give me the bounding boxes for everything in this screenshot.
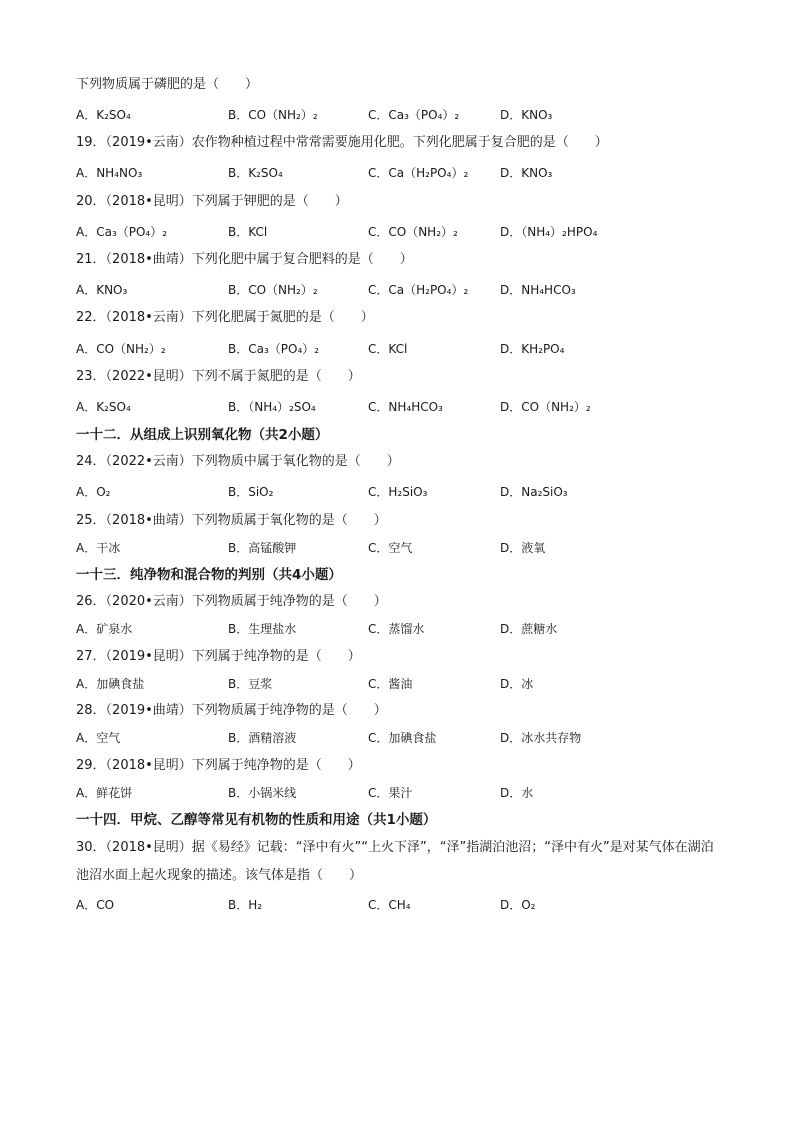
answer-options [76,281,736,299]
answer-option: B．豆浆 [228,677,273,691]
answer-option: C．CO（NH₂）₂ [368,225,458,239]
answer-option: D．CO（NH₂）₂ [500,400,591,414]
question-text: 21．（2018•曲靖）下列化肥中属于复合肥料的是（ ） [76,252,413,267]
answer-options [76,729,736,747]
answer-option: C．蒸馏水 [368,622,425,636]
question-text: 23．（2022•昆明）下列不属于氮肥的是（ ） [76,369,361,384]
answer-option: A．矿泉水 [76,622,133,636]
answer-options [76,675,736,693]
answer-option: C．酱油 [368,677,413,691]
answer-option: C．Ca（H₂PO₄）₂ [368,166,469,180]
answer-option: C．H₂SiO₃ [368,485,428,499]
answer-option: C．果汁 [368,786,413,800]
answer-option: D．KH₂PO₄ [500,342,565,356]
question-text: 26．（2020•云南）下列物质属于纯净物的是（ ） [76,594,387,609]
answer-option: B．（NH₄）₂SO₄ [228,400,316,414]
answer-options [76,106,736,124]
question-text: 22．（2018•云南）下列化肥属于氮肥的是（ ） [76,310,374,325]
answer-option: B．小锅米线 [228,786,297,800]
answer-option: D．（NH₄）₂HPO₄ [500,225,598,239]
answer-option: D．KNO₃ [500,108,553,122]
question-text: 30．（2018•昆明）据《易经》记载：“泽中有火”“上火下泽”，“泽”指湖泊池沼；“泽中有火”是对某气体在湖泊池沼水面上起火现象的描述。该气体是指（ ） [76,840,714,883]
answer-option: C．NH₄HCO₃ [368,400,443,414]
answer-option: C．CH₄ [368,898,411,912]
answer-options [76,164,736,182]
answer-option: C．Ca（H₂PO₄）₂ [368,283,469,297]
answer-option: D．O₂ [500,898,536,912]
answer-option: A．CO（NH₂）₂ [76,342,166,356]
question-text: 19．（2019•云南）农作物种植过程中常常需要施用化肥。下列化肥属于复合肥的是（ ） [76,135,608,150]
answer-option: B．Ca₃（PO₄）₂ [228,342,320,356]
answer-options [76,896,736,914]
answer-option: C．KCl [368,342,408,356]
answer-option: D．冰 [500,677,534,691]
answer-option: A．空气 [76,731,121,745]
answer-option: A．Ca₃（PO₄）₂ [76,225,168,239]
section-heading: 一十二．从组成上识别氧化物（共2小题） [76,427,329,443]
answer-option: B．生理盐水 [228,622,297,636]
answer-options [76,340,736,358]
answer-option: B．SiO₂ [228,485,274,499]
answer-option: C．加碘食盐 [368,731,437,745]
section-heading: 一十四．甲烷、乙醇等常见有机物的性质和用途（共1小题） [76,812,437,828]
answer-option: D．Na₂SiO₃ [500,485,568,499]
answer-option: A．O₂ [76,485,111,499]
answer-option: D．冰水共存物 [500,731,582,745]
answer-option: A．加碘食盐 [76,677,145,691]
answer-option: A．K₂SO₄ [76,108,131,122]
question-text: 29．（2018•昆明）下列属于纯净物的是（ ） [76,758,361,773]
answer-options [76,620,736,638]
question-text: 28．（2019•曲靖）下列物质属于纯净物的是（ ） [76,703,387,718]
answer-option: A．CO [76,898,115,912]
answer-options [76,784,736,802]
answer-option: A．NH₄NO₃ [76,166,143,180]
answer-option: B．CO（NH₂）₂ [228,108,318,122]
question-text: 20．（2018•昆明）下列属于钾肥的是（ ） [76,194,348,209]
answer-options [76,483,736,501]
question-text: 27．（2019•昆明）下列属于纯净物的是（ ） [76,649,361,664]
answer-option: D．NH₄HCO₃ [500,283,576,297]
answer-option: C．Ca₃（PO₄）₂ [368,108,460,122]
answer-option: D．水 [500,786,534,800]
answer-option: D．液氧 [500,541,546,555]
answer-option: A．K₂SO₄ [76,400,131,414]
answer-option: B．H₂ [228,898,263,912]
answer-option: B．CO（NH₂）₂ [228,283,318,297]
answer-option: A．KNO₃ [76,283,128,297]
question-text: 下列物质属于磷肥的是（ ） [76,77,259,92]
section-heading: 一十三．纯净物和混合物的判别（共4小题） [76,567,342,583]
answer-option: B．KCl [228,225,268,239]
answer-option: D．蔗糖水 [500,622,558,636]
answer-option: C．空气 [368,541,413,555]
answer-option: B．酒精溶液 [228,731,297,745]
question-text: 25．（2018•曲靖）下列物质属于氧化物的是（ ） [76,513,387,528]
answer-options [76,223,736,241]
answer-option: A．干冰 [76,541,121,555]
answer-option: D．KNO₃ [500,166,553,180]
answer-option: B．K₂SO₄ [228,166,283,180]
answer-options [76,539,736,557]
answer-option: B．高锰酸钾 [228,541,297,555]
answer-options [76,398,736,416]
question-text: 24．（2022•云南）下列物质中属于氧化物的是（ ） [76,454,400,469]
answer-option: A．鲜花饼 [76,786,133,800]
